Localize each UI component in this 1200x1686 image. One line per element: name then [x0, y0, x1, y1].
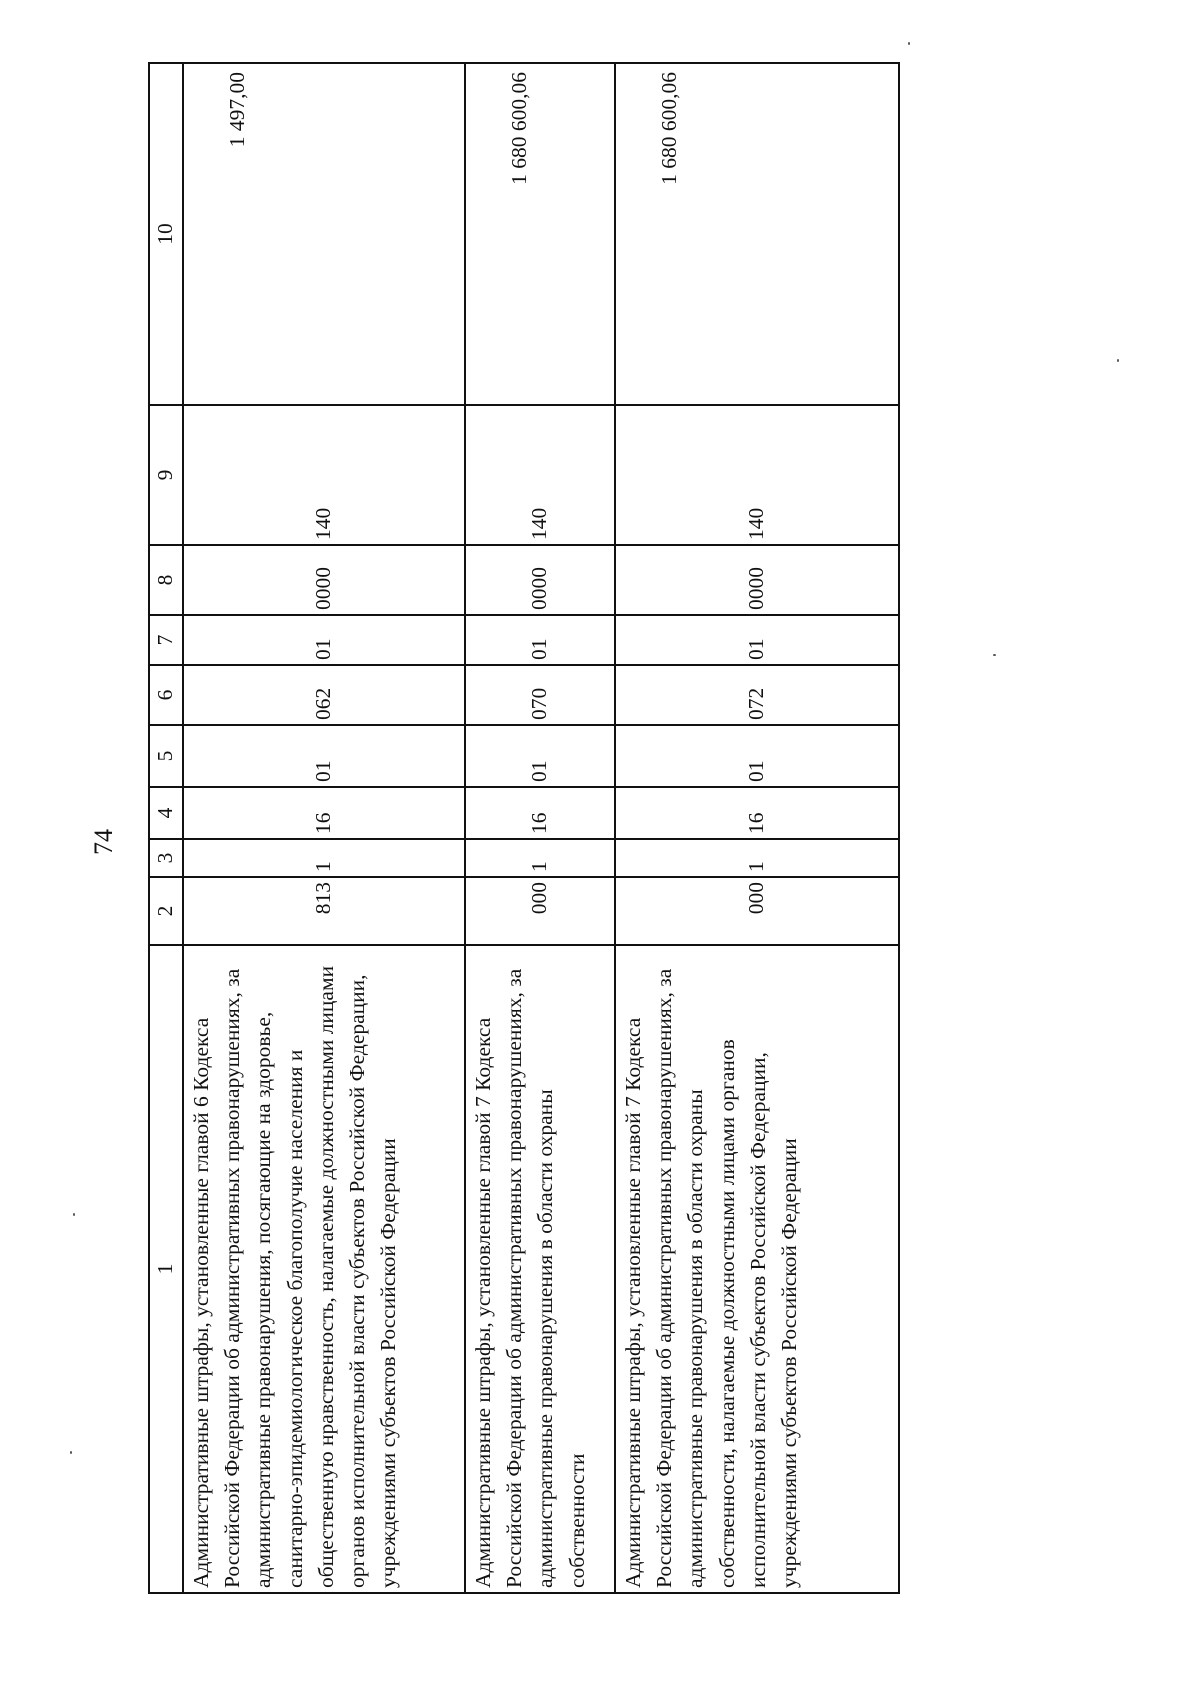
row-code-kosgu: 140	[615, 405, 899, 545]
column-header: 6	[149, 665, 183, 725]
revenue-table	[148, 62, 900, 1594]
row-code-subgroup: 16	[465, 787, 615, 839]
row-code-subarticle: 070	[465, 665, 615, 725]
column-header: 2	[149, 877, 183, 945]
row-code-program: 0000	[465, 545, 615, 615]
row-code-element: 01	[465, 615, 615, 665]
row-code-program: 0000	[183, 545, 465, 615]
scan-speck	[73, 1213, 75, 1216]
row-code-group: 1	[183, 839, 465, 877]
table-row	[183, 63, 465, 1593]
row-code-element: 01	[615, 615, 899, 665]
page-number: 74	[89, 829, 118, 855]
row-code-group: 1	[465, 839, 615, 877]
scan-speck	[70, 1451, 72, 1454]
column-header: 7	[149, 615, 183, 665]
row-code-kosgu: 140	[465, 405, 615, 545]
row-code-admin: 813	[183, 877, 465, 945]
row-code-subarticle: 072	[615, 665, 899, 725]
table-rotation-wrapper	[148, 64, 900, 1594]
column-header: 8	[149, 545, 183, 615]
row-code-program: 0000	[615, 545, 899, 615]
column-header: 4	[149, 787, 183, 839]
row-code-article: 01	[615, 725, 899, 787]
row-amount: 1 680 600,06	[465, 63, 615, 405]
column-header: 5	[149, 725, 183, 787]
column-header: 1	[149, 945, 183, 1593]
table-row	[615, 63, 899, 1593]
column-header: 3	[149, 839, 183, 877]
row-code-kosgu: 140	[183, 405, 465, 545]
column-header: 9	[149, 405, 183, 545]
row-code-subgroup: 16	[183, 787, 465, 839]
row-amount: 1 680 600,06	[615, 63, 899, 405]
row-code-element: 01	[183, 615, 465, 665]
row-code-subarticle: 062	[183, 665, 465, 725]
column-header: 10	[149, 63, 183, 405]
row-code-group: 1	[615, 839, 899, 877]
row-code-admin: 000	[465, 877, 615, 945]
row-code-admin: 000	[615, 877, 899, 945]
row-description: Административные штрафы, установленные главой 7 Кодекса Российской Федерации об административных правонарушениях, за административные правонарушения в области охраны собственности	[465, 945, 615, 1593]
scan-speck	[993, 654, 996, 656]
scan-speck	[908, 42, 910, 45]
scan-speck	[1117, 359, 1119, 362]
row-amount: 1 497,00	[183, 63, 465, 405]
row-code-subgroup: 16	[615, 787, 899, 839]
table-header-row	[149, 63, 183, 1593]
row-code-article: 01	[183, 725, 465, 787]
row-code-article: 01	[465, 725, 615, 787]
table-row	[465, 63, 615, 1593]
row-description: Административные штрафы, установленные главой 6 Кодекса Российской Федерации об административных правонарушениях, за административные правонарушения, посягающие на здоровье, санитарно-эпидемиологическое благополучие населения и общественную нравственность, налагаемые должностными лицами органов исполнительной власти субъектов Российской Федерации, учреждениями субъектов Российской Федерации	[183, 945, 465, 1593]
row-description: Административные штрафы, установленные главой 7 Кодекса Российской Федерации об административных правонарушениях, за административные правонарушения в области охраны собственности, налагаемые должностными лицами органов исполнительной власти субъектов Российской Федерации, учреждениями субъектов Российской Федерации	[615, 945, 899, 1593]
